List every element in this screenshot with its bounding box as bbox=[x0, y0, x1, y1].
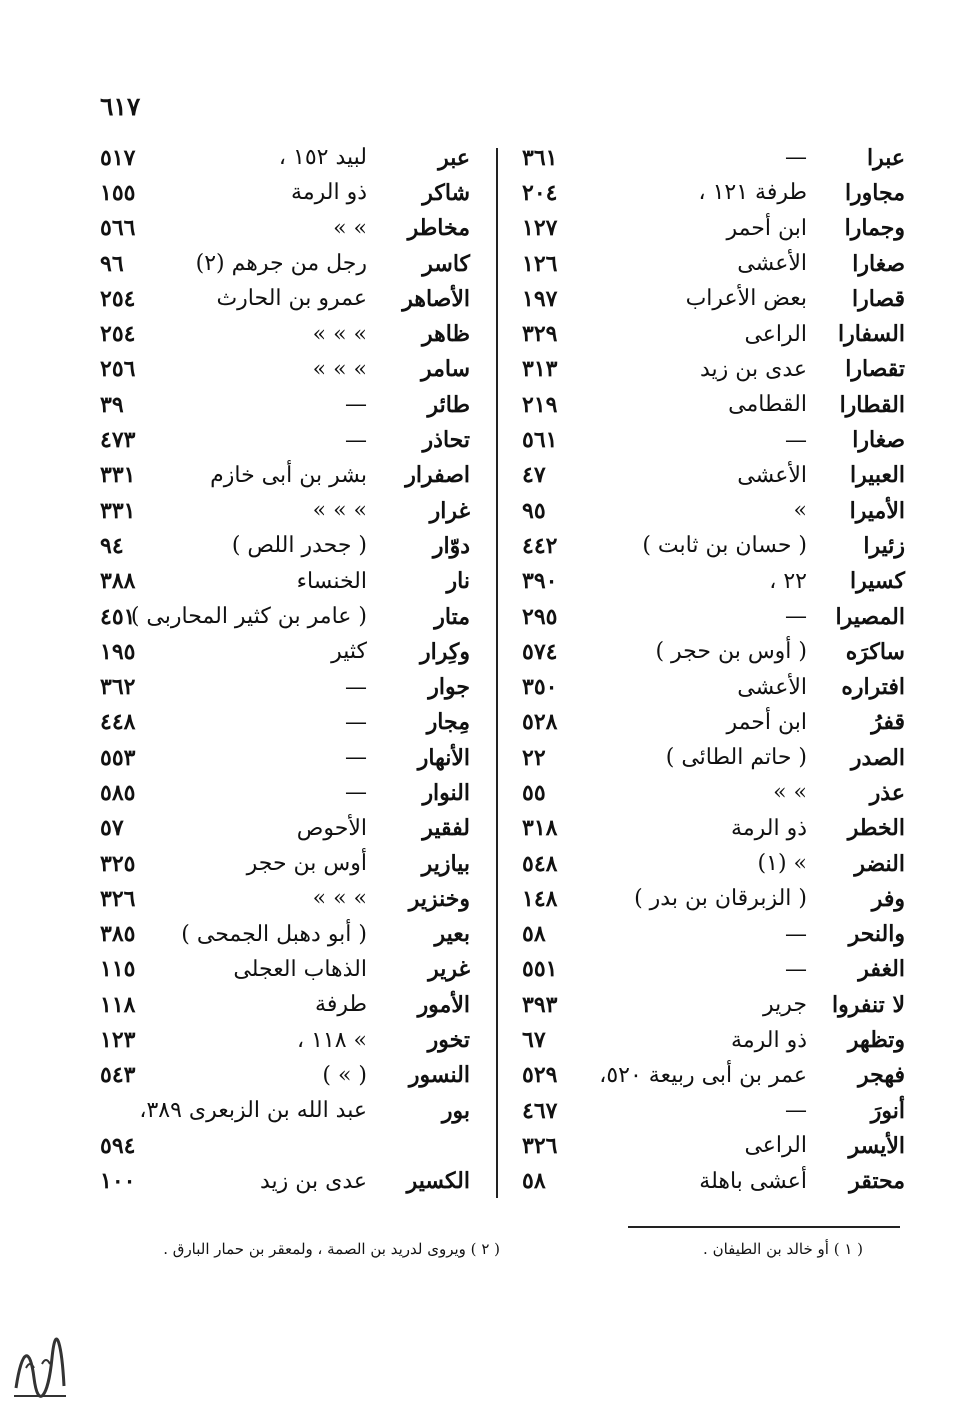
rhyme-word: فهجر bbox=[858, 1062, 905, 1089]
index-row bbox=[100, 740, 470, 775]
page-reference: ٢٠٤ bbox=[522, 179, 558, 206]
rhyme-word: جوار bbox=[428, 674, 470, 701]
footnote-rule bbox=[628, 1226, 900, 1228]
rhyme-word: الأصاهر bbox=[402, 285, 470, 312]
publisher-logo bbox=[8, 1328, 70, 1408]
page-reference: ٣١٨ bbox=[522, 815, 558, 842]
index-row bbox=[520, 952, 905, 987]
page-reference: ١٥٥ bbox=[100, 179, 136, 206]
page-reference: ٤٦٧ bbox=[522, 1097, 558, 1124]
poet-name: كثير bbox=[331, 639, 367, 665]
poet-name: — bbox=[345, 427, 367, 453]
index-row bbox=[520, 493, 905, 528]
index-row bbox=[520, 599, 905, 634]
poet-name: ( عامر بن كثير المحاربى ) bbox=[130, 604, 367, 629]
rhyme-word: اصفرار bbox=[405, 462, 470, 489]
rhyme-word: الأميرا bbox=[849, 497, 905, 524]
rhyme-word: زئيرا bbox=[863, 532, 905, 559]
index-row bbox=[520, 1022, 905, 1057]
rhyme-word: دوّار bbox=[432, 532, 470, 559]
index-row bbox=[100, 705, 470, 740]
index-row bbox=[100, 811, 470, 846]
page-reference: ٤٧ bbox=[522, 462, 546, 489]
rhyme-word: النسور bbox=[408, 1062, 470, 1089]
page-reference: ٦٧ bbox=[522, 1027, 546, 1054]
index-row bbox=[100, 493, 470, 528]
rhyme-word: الخطر bbox=[847, 815, 905, 842]
poet-name: — bbox=[345, 745, 367, 771]
index-row bbox=[100, 1022, 470, 1057]
poet-name: رجل من جرهم (٢) bbox=[195, 251, 367, 277]
rhyme-word: متار bbox=[434, 603, 470, 630]
rhyme-word: نار bbox=[446, 568, 470, 595]
poet-name: ( الزبرقان بن بدر ) bbox=[634, 886, 807, 912]
poet-name: الخنساء bbox=[296, 568, 367, 594]
index-row bbox=[100, 281, 470, 316]
rhyme-word: النضر bbox=[854, 850, 905, 877]
page-reference: ١٢٧ bbox=[522, 215, 558, 242]
page-reference: ٣٢٦ bbox=[100, 885, 136, 912]
rhyme-word: افتراره bbox=[841, 674, 905, 701]
page-reference: ٥٨٥ bbox=[100, 779, 136, 806]
poet-name: — bbox=[785, 145, 807, 171]
poet-name: ابن أحمر bbox=[726, 709, 807, 735]
poet-name: عبد الله بن الزبعرى ٣٨٩، bbox=[139, 1098, 367, 1124]
rhyme-word: تخور bbox=[427, 1027, 470, 1054]
poet-name: » » bbox=[773, 780, 807, 806]
poet-name: — bbox=[345, 674, 367, 700]
index-row bbox=[520, 281, 905, 316]
page-reference: ٥٩٤ bbox=[100, 1132, 136, 1159]
page-reference: ٣٨٥ bbox=[100, 921, 136, 948]
rhyme-word: تحاذر bbox=[422, 427, 470, 454]
poet-name: ذو الرمة bbox=[291, 180, 367, 206]
page-reference: ١١٥ bbox=[100, 956, 136, 983]
rhyme-word: عبر bbox=[438, 144, 470, 171]
poet-name: بشر بن أبى خازم bbox=[210, 462, 367, 488]
index-row bbox=[520, 846, 905, 881]
poet-name: الراعى bbox=[744, 321, 807, 347]
poet-name: ( حسان بن ثابت ) bbox=[642, 533, 807, 559]
index-row bbox=[520, 811, 905, 846]
poet-name: — bbox=[785, 956, 807, 982]
poet-name: عمر بن أبى ربيعة ٥٢٠، bbox=[599, 1062, 807, 1088]
page-reference: ٥٦٦ bbox=[100, 215, 136, 242]
poet-name: ابن أحمر bbox=[726, 215, 807, 241]
poet-name: ذو الرمة bbox=[731, 815, 807, 841]
page-reference: ٣٢٥ bbox=[100, 850, 136, 877]
index-row bbox=[100, 917, 470, 952]
page-reference: ٣١٣ bbox=[522, 356, 558, 383]
page-reference: ٥٥١ bbox=[522, 956, 558, 983]
rhyme-word: مخاطر bbox=[407, 215, 470, 242]
rhyme-word: لا تنفروا bbox=[832, 991, 905, 1018]
poet-name: أعشى باهلة bbox=[699, 1168, 807, 1194]
rhyme-word: الغفر bbox=[858, 956, 905, 983]
page-reference: ٥٤٨ bbox=[522, 850, 558, 877]
page-reference: ٥٨ bbox=[522, 1168, 546, 1195]
index-row bbox=[520, 352, 905, 387]
page-reference: ٥٢٨ bbox=[522, 709, 558, 736]
rhyme-word: ساكرَه bbox=[845, 638, 905, 665]
page-reference: ٣٦١ bbox=[522, 144, 558, 171]
page-reference: ٢٥٦ bbox=[100, 356, 136, 383]
poet-name: » » » bbox=[312, 356, 367, 382]
rhyme-word: غرير bbox=[428, 956, 470, 983]
index-row bbox=[100, 599, 470, 634]
page-reference: ٣٣١ bbox=[100, 497, 136, 524]
rhyme-word: كسيرا bbox=[850, 568, 905, 595]
rhyme-word: الصدر bbox=[850, 744, 905, 771]
index-row bbox=[100, 140, 470, 175]
poet-name: بعض الأعراب bbox=[685, 286, 807, 312]
page-reference: ١٠٠ bbox=[100, 1168, 136, 1195]
index-row bbox=[520, 175, 905, 210]
page-reference: ٥٨ bbox=[522, 921, 546, 948]
page-reference: ٣٩ bbox=[100, 391, 124, 418]
page-reference: ٣٢٦ bbox=[522, 1132, 558, 1159]
index-row bbox=[100, 669, 470, 704]
rhyme-word: وجمارا bbox=[844, 215, 905, 242]
page-reference: ٣٥٠ bbox=[522, 674, 558, 701]
rhyme-word: وفر bbox=[871, 885, 905, 912]
rhyme-word: القطارا bbox=[839, 391, 905, 418]
page-reference: ٣٩٠ bbox=[522, 568, 558, 595]
index-row bbox=[100, 352, 470, 387]
index-row bbox=[100, 246, 470, 281]
poet-name: أوس بن حجر bbox=[246, 851, 367, 877]
index-row bbox=[100, 634, 470, 669]
index-row bbox=[100, 458, 470, 493]
poet-name: الأعشى bbox=[737, 674, 807, 700]
index-row bbox=[520, 987, 905, 1022]
page-number: ٦١٧ bbox=[100, 92, 141, 121]
page-reference: ٥٤٣ bbox=[100, 1062, 136, 1089]
index-row bbox=[520, 1058, 905, 1093]
rhyme-word: المصيرا bbox=[835, 603, 905, 630]
rhyme-word: عبرا bbox=[866, 144, 905, 171]
poet-name: » » bbox=[333, 215, 367, 241]
page-reference: ٥٥ bbox=[522, 779, 546, 806]
poet-name: — bbox=[785, 604, 807, 629]
right-index-column bbox=[520, 140, 905, 1199]
poet-name: — bbox=[785, 1098, 807, 1124]
page-reference: ١٢٣ bbox=[100, 1027, 136, 1054]
rhyme-word: السفارا bbox=[837, 321, 905, 348]
index-row bbox=[520, 634, 905, 669]
index-row bbox=[100, 952, 470, 987]
index-row bbox=[520, 564, 905, 599]
index-row bbox=[520, 775, 905, 810]
poet-name: الأعشى bbox=[737, 462, 807, 488]
poet-name: » » » bbox=[312, 498, 367, 524]
rhyme-word: مِجار bbox=[426, 709, 470, 736]
page-reference: ٢٩٥ bbox=[522, 603, 558, 630]
rhyme-word: الأنهار bbox=[417, 744, 470, 771]
index-row bbox=[100, 528, 470, 563]
page-reference: ٥٢٩ bbox=[522, 1062, 558, 1089]
index-row bbox=[100, 1164, 470, 1199]
rhyme-word: مجاورا bbox=[844, 179, 905, 206]
index-row bbox=[520, 669, 905, 704]
rhyme-word: الأمور bbox=[417, 991, 470, 1018]
rhyme-word: العبيرا bbox=[850, 462, 905, 489]
poet-name: طرفة ١٢١ ، bbox=[698, 180, 807, 206]
rhyme-word: صغارا bbox=[852, 250, 905, 277]
poet-name: جرير bbox=[763, 992, 807, 1018]
index-row bbox=[100, 422, 470, 457]
rhyme-word: طائر bbox=[427, 391, 470, 418]
poet-name: الأعشى bbox=[737, 251, 807, 277]
index-row bbox=[100, 987, 470, 1022]
poet-name: » (١) bbox=[757, 851, 807, 877]
rhyme-word: كاسر bbox=[422, 250, 470, 277]
poet-name: لبيد ١٥٢ ، bbox=[278, 145, 367, 171]
poet-name: الراعى bbox=[744, 1133, 807, 1159]
rhyme-word: الأيسر bbox=[848, 1132, 905, 1159]
index-row bbox=[100, 1058, 470, 1093]
poet-name: ( حاتم الطائى ) bbox=[665, 745, 807, 771]
poet-name: ذو الرمة bbox=[731, 1027, 807, 1053]
page-reference: ٤٤٢ bbox=[522, 532, 558, 559]
page-reference: ٩٤ bbox=[100, 532, 124, 559]
page-reference: ٢٥٤ bbox=[100, 321, 136, 348]
page-reference: ٣٣١ bbox=[100, 462, 136, 489]
footnote-2: ( ٢ ) ويروى لدريد بن الصمة ، ولمعقر بن حمار البارق . bbox=[163, 1240, 500, 1258]
rhyme-word: وخنزير bbox=[408, 885, 470, 912]
poet-name: — bbox=[345, 392, 367, 418]
index-row bbox=[520, 316, 905, 351]
poet-name: ( أبو دهبل الجمحى ) bbox=[181, 921, 367, 947]
column-divider bbox=[496, 148, 498, 1198]
page-reference: ٥٦١ bbox=[522, 427, 558, 454]
poet-name: ( أوس بن حجر ) bbox=[655, 639, 807, 665]
index-row bbox=[100, 1093, 470, 1128]
page-reference: ٥٥٣ bbox=[100, 744, 136, 771]
index-row bbox=[100, 881, 470, 916]
rhyme-word: بيازير bbox=[421, 850, 470, 877]
index-row bbox=[520, 246, 905, 281]
poet-name: عدى بن زيد bbox=[259, 1168, 367, 1194]
index-row bbox=[520, 917, 905, 952]
page-reference: ٤٤٨ bbox=[100, 709, 136, 736]
index-row bbox=[520, 881, 905, 916]
index-row bbox=[100, 175, 470, 210]
poet-name: الذهاب العجلى bbox=[233, 956, 367, 982]
page-reference: ٣٢٩ bbox=[522, 321, 558, 348]
poet-name: » » » bbox=[312, 321, 367, 347]
index-row bbox=[520, 1093, 905, 1128]
rhyme-word: تقصارا bbox=[845, 356, 905, 383]
poet-name: ( جحدر اللص ) bbox=[231, 533, 367, 559]
page-reference: ١٩٥ bbox=[100, 638, 136, 665]
index-row bbox=[520, 458, 905, 493]
rhyme-word: محتقر bbox=[849, 1168, 905, 1195]
rhyme-word: سامر bbox=[420, 356, 470, 383]
page-reference: ٤٧٣ bbox=[100, 427, 136, 454]
poet-name: طرفة bbox=[315, 992, 367, 1018]
page-reference: ١٢٦ bbox=[522, 250, 558, 277]
rhyme-word: وتظهر bbox=[847, 1027, 905, 1054]
page-reference: ٩٥ bbox=[522, 497, 546, 524]
page-reference: ١٩٧ bbox=[522, 285, 558, 312]
index-row bbox=[100, 387, 470, 422]
poet-name: الأحوص bbox=[296, 815, 367, 841]
calligraphy-logo-icon bbox=[8, 1328, 70, 1408]
rhyme-word: قصارا bbox=[851, 285, 905, 312]
index-row bbox=[520, 1128, 905, 1163]
poet-name: » bbox=[793, 498, 807, 524]
index-row bbox=[100, 775, 470, 810]
rhyme-word: وكِرار bbox=[420, 638, 470, 665]
poet-name: القطامى bbox=[728, 392, 807, 418]
page-reference: ٢٢ bbox=[522, 744, 546, 771]
index-row bbox=[520, 140, 905, 175]
page-reference: ٣٦٢ bbox=[100, 674, 136, 701]
poet-name: ٢٢ ، bbox=[769, 568, 807, 594]
poet-name: — bbox=[785, 921, 807, 947]
index-row bbox=[520, 528, 905, 563]
page-reference: ٢٥٤ bbox=[100, 285, 136, 312]
page-reference: ٥١٧ bbox=[100, 144, 136, 171]
index-row bbox=[520, 705, 905, 740]
rhyme-word: والنحر bbox=[848, 921, 905, 948]
rhyme-word: غرار bbox=[429, 497, 470, 524]
page-reference: ٩٦ bbox=[100, 250, 124, 277]
index-row bbox=[100, 316, 470, 351]
rhyme-word: بعير bbox=[434, 921, 470, 948]
rhyme-word: النوار bbox=[422, 779, 470, 806]
page-reference: ١١٨ bbox=[100, 991, 136, 1018]
page-reference: ٥٧ bbox=[100, 815, 124, 842]
index-row bbox=[520, 740, 905, 775]
rhyme-word: صغارا bbox=[852, 427, 905, 454]
poet-name: — bbox=[785, 427, 807, 453]
poet-name: — bbox=[345, 709, 367, 735]
rhyme-word: قفرُ bbox=[871, 709, 905, 736]
left-index-column bbox=[100, 140, 470, 1199]
index-row bbox=[520, 211, 905, 246]
index-row bbox=[100, 564, 470, 599]
poet-name: عمرو بن الحارث bbox=[216, 286, 367, 312]
index-row bbox=[520, 422, 905, 457]
page-reference: ٤٥١ bbox=[100, 603, 136, 630]
page-reference: ٢١٩ bbox=[522, 391, 558, 418]
index-row bbox=[100, 211, 470, 246]
index-row bbox=[520, 387, 905, 422]
rhyme-word: الكسير bbox=[406, 1168, 470, 1195]
footnote-1: ( ١ ) أو خالد بن الطيفان . bbox=[703, 1240, 863, 1258]
page-reference: ٣٨٨ bbox=[100, 568, 136, 595]
rhyme-word: أنورَ bbox=[870, 1097, 905, 1124]
poet-name: — bbox=[345, 780, 367, 806]
index-row bbox=[520, 1164, 905, 1199]
poet-name: » ١١٨ ، bbox=[297, 1027, 367, 1053]
rhyme-word: بور bbox=[441, 1097, 470, 1124]
page-reference: ٣٩٣ bbox=[522, 991, 558, 1018]
page-reference: ٥٧٤ bbox=[522, 638, 558, 665]
rhyme-word: لفقير bbox=[422, 815, 470, 842]
rhyme-word: عذر bbox=[869, 779, 905, 806]
rhyme-word: شاكر bbox=[422, 179, 470, 206]
poet-name: ( » ) bbox=[322, 1062, 367, 1088]
page-reference: ١٤٨ bbox=[522, 885, 558, 912]
index-row bbox=[100, 1128, 470, 1163]
index-row bbox=[100, 846, 470, 881]
rhyme-word: ظاهر bbox=[422, 321, 470, 348]
poet-name: عدى بن زيد bbox=[699, 356, 807, 382]
poet-name: » » » bbox=[312, 886, 367, 912]
